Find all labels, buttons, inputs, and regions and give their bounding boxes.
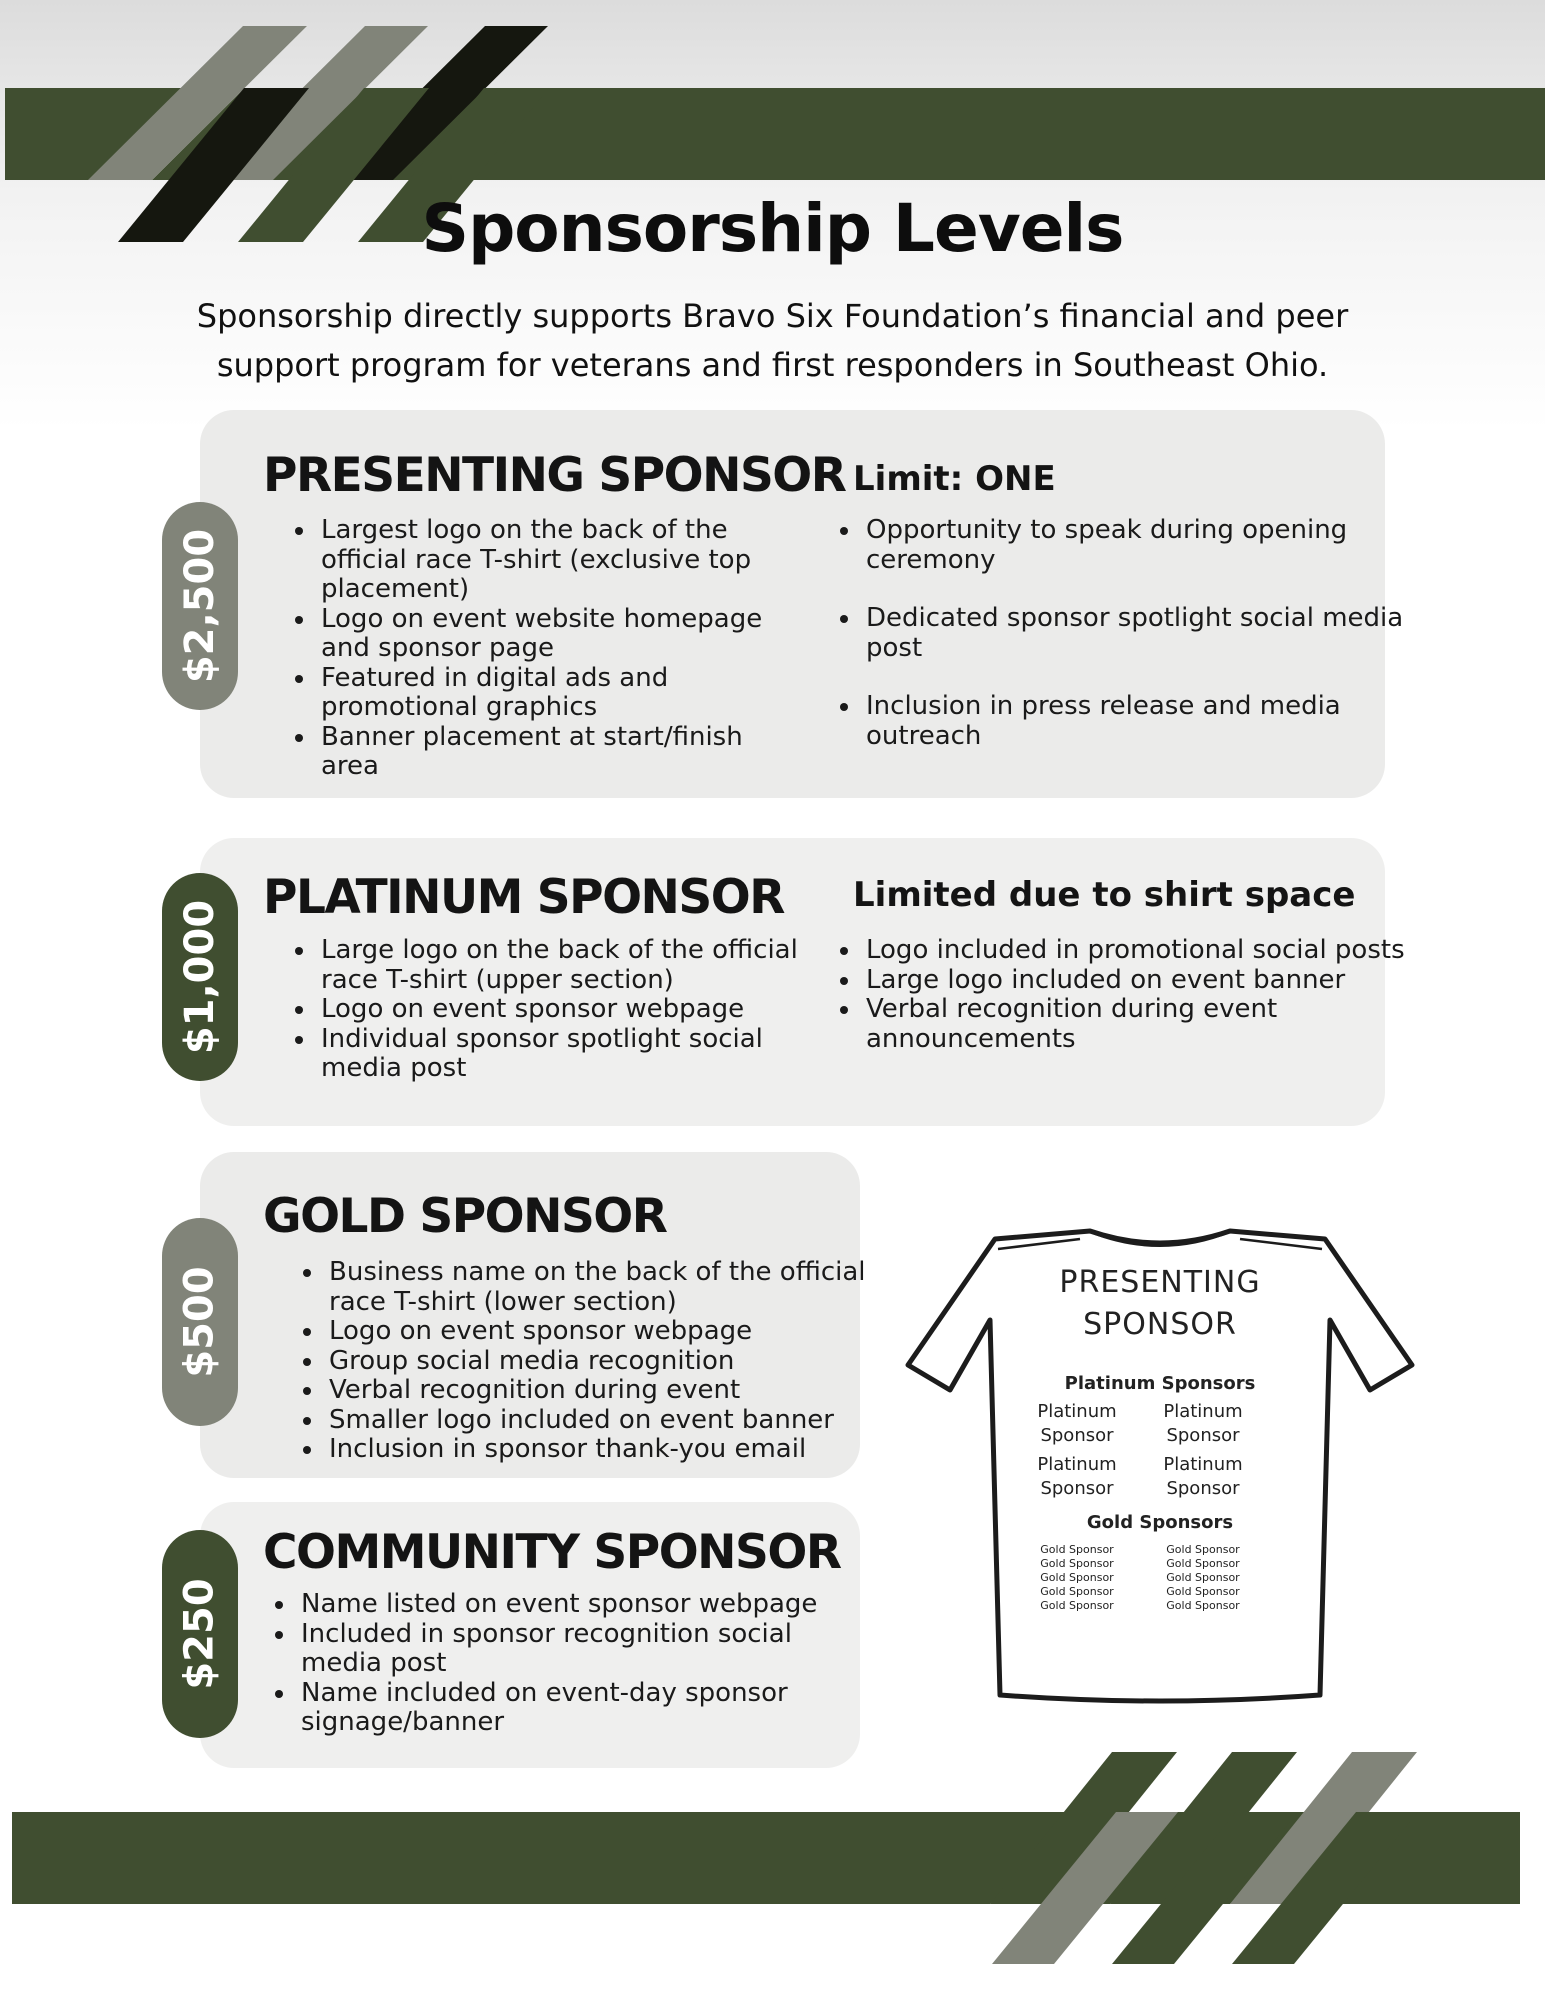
platinum-benefits-left	[285, 936, 817, 1084]
price-badge-community: $250	[162, 1530, 238, 1738]
page-subtitle: Sponsorship directly supports Bravo Six Foundation’s financial and peer support program for veterans and first responders in Southeast Ohio.	[196, 297, 1349, 384]
list-item: • Verbal recognition during event	[325, 1376, 885, 1406]
shirt-platinum-name: Sponsor	[1040, 1478, 1114, 1499]
shirt-gold-name: Gold Sponsor	[1040, 1543, 1114, 1556]
shirt-gold-name: Gold Sponsor	[1166, 1599, 1240, 1612]
list-item: • Logo included in promotional social posts	[862, 936, 1407, 966]
shirt-gold-name: Gold Sponsor	[1040, 1585, 1114, 1598]
tier-name-platinum: PLATINUM SPONSOR	[263, 870, 784, 925]
shirt-platinum-name: Platinum	[1037, 1454, 1117, 1475]
shirt-platinum-name: Platinum	[1163, 1401, 1243, 1422]
page-title: Sponsorship Levels	[421, 190, 1124, 267]
shirt-platinum-name: Platinum	[1037, 1401, 1117, 1422]
shirt-gold-name: Gold Sponsor	[1166, 1585, 1240, 1598]
list-item: • Large logo on the back of the official race T-shirt (upper section)	[317, 936, 817, 995]
price-badge-platinum: $1,000	[162, 873, 238, 1081]
shirt-platinum-name: Sponsor	[1166, 1478, 1240, 1499]
gold-benefits	[293, 1258, 885, 1465]
price-badge-presenting: $2,500	[162, 502, 238, 710]
shirt-gold-heading: Gold Sponsors	[1086, 1512, 1234, 1533]
list-item: • Included in sponsor recognition social media post	[297, 1620, 857, 1679]
shirt-presenting-line2: SPONSOR	[1083, 1307, 1237, 1342]
list-item: • Individual sponsor spotlight social media post	[317, 1025, 817, 1084]
tier-limit-platinum: Limited due to shirt space	[853, 875, 1356, 915]
list-item: • Smaller logo included on event banner	[325, 1406, 885, 1436]
list-item: • Banner placement at start/finish area	[317, 723, 787, 782]
list-item: • Largest logo on the back of the official race T-shirt (exclusive top placement)	[317, 516, 787, 605]
tier-limit-presenting: Limit: ONE	[853, 459, 1056, 499]
shirt-presenting-line1: PRESENTING	[1059, 1265, 1261, 1300]
list-item: • Verbal recognition during event announcements	[862, 995, 1407, 1054]
shirt-gold-name: Gold Sponsor	[1166, 1543, 1240, 1556]
shirt-platinum-name: Platinum	[1163, 1454, 1243, 1475]
presenting-benefits-right	[830, 516, 1407, 751]
list-item: • Business name on the back of the official race T-shirt (lower section)	[325, 1258, 885, 1317]
tier-name-gold: GOLD SPONSOR	[263, 1189, 667, 1244]
list-item: • Name listed on event sponsor webpage	[297, 1590, 857, 1620]
list-item: • Group social media recognition	[325, 1347, 885, 1377]
shirt-platinum-name: Sponsor	[1040, 1425, 1114, 1446]
shirt-platinum-heading: Platinum Sponsors	[1064, 1373, 1256, 1394]
list-item: • Inclusion in sponsor thank-you email	[325, 1435, 885, 1465]
shirt-gold-name: Gold Sponsor	[1040, 1571, 1114, 1584]
bottom-band	[12, 1812, 1520, 1904]
list-item: • Logo on event sponsor webpage	[317, 995, 817, 1025]
list-item: • Featured in digital ads and promotional graphics	[317, 664, 787, 723]
presenting-benefits-left	[285, 516, 787, 782]
list-item: • Opportunity to speak during opening ceremony	[862, 516, 1407, 575]
shirt-gold-name: Gold Sponsor	[1166, 1557, 1240, 1570]
list-item: • Logo on event website homepage and sponsor page	[317, 605, 787, 664]
price-badge-gold: $500	[162, 1218, 238, 1426]
platinum-benefits-right	[830, 936, 1407, 1054]
list-item: • Inclusion in press release and media outreach	[862, 692, 1407, 751]
community-benefits	[265, 1590, 857, 1738]
list-item: • Large logo included on event banner	[862, 966, 1407, 996]
list-item: • Name included on event-day sponsor signage/banner	[297, 1679, 857, 1738]
shirt-gold-name: Gold Sponsor	[1040, 1599, 1114, 1612]
tier-name-presenting: PRESENTING SPONSOR	[263, 448, 846, 503]
tshirt-illustration	[900, 1225, 1420, 1715]
shirt-gold-name: Gold Sponsor	[1040, 1557, 1114, 1570]
list-item: • Logo on event sponsor webpage	[325, 1317, 885, 1347]
tier-name-community: COMMUNITY SPONSOR	[263, 1525, 841, 1580]
shirt-platinum-name: Sponsor	[1166, 1425, 1240, 1446]
list-item: • Dedicated sponsor spotlight social media post	[862, 604, 1407, 663]
shirt-gold-name: Gold Sponsor	[1166, 1571, 1240, 1584]
